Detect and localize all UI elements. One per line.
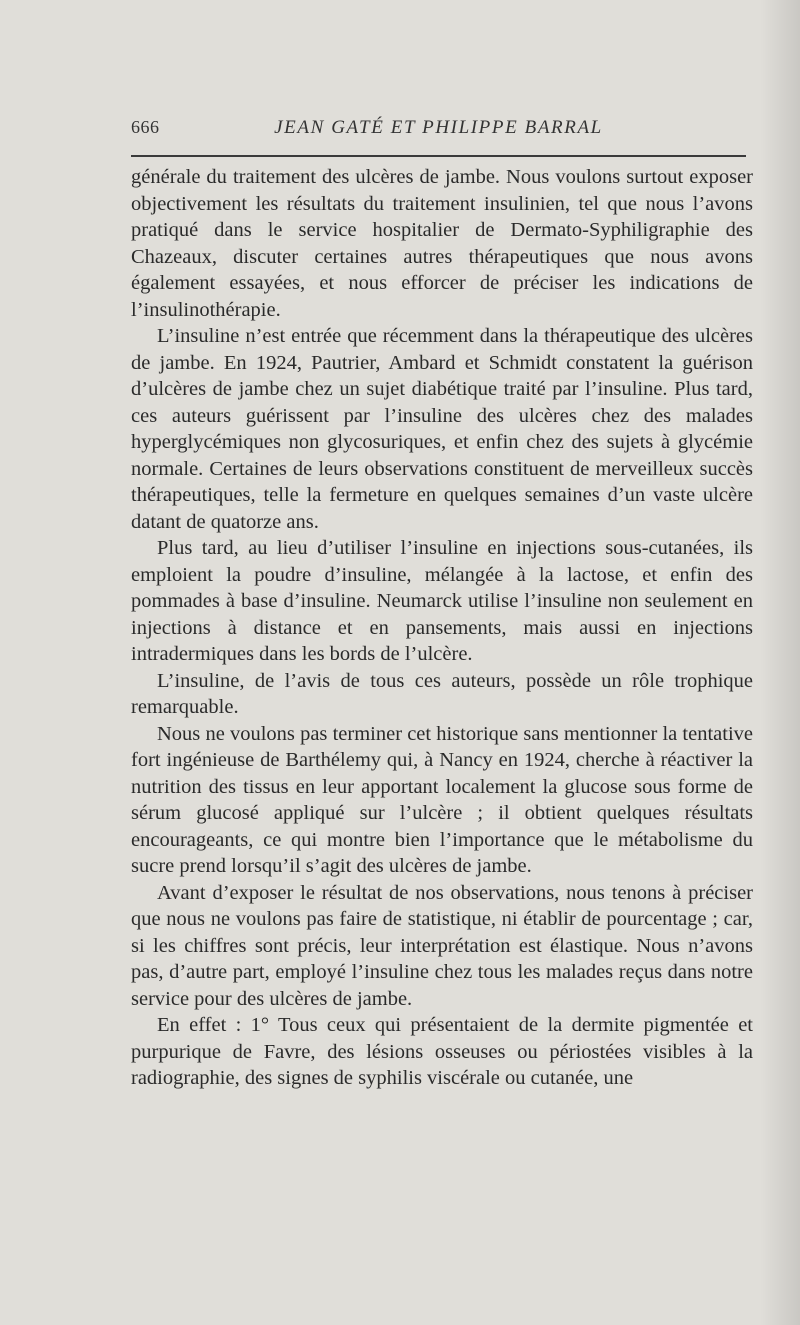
header-rule: [131, 155, 746, 157]
paragraph-barthelemy: Nous ne voulons pas terminer cet historique sans mentionner la tentative fort ingénieuse de Barthélemy qui, à Nancy en 1924, cherche à réactiver la nutrition des tissus en leur apportant localement la glucose sous forme de sérum glucosé appliqué sur l’ulcère ; il obtient quelques résultats encourageants, ce qui montre bien l’importance que le métabolisme du sucre prend lorsqu’il s’agit des ulcères de jambe.: [131, 722, 753, 877]
running-head: JEAN GATÉ ET PHILIPPE BARRAL: [274, 117, 603, 138]
page-number: 666: [131, 117, 160, 137]
paragraph-trophic-role: L’insuline, de l’avis de tous ces auteurs, possède un rôle trophique remarquable.: [131, 669, 753, 718]
paragraph-insulin-powder: Plus tard, au lieu d’utiliser l’insuline en injections sous-cutanées, ils emploient la poudre d’insuline, mélangée à la lactose, et enfin des pommades à base d’insuline. Neumarck utilise l’insuline non seulement en injections à distance et en pansements, mais aussi en injections intradermiques dans les bords de l’ulcère.: [131, 537, 753, 665]
page-header: [131, 117, 746, 157]
body-text: [131, 164, 753, 1092]
paragraph-insulin-history: L’insuline n’est entrée que récemment dans la thérapeutique des ulcères de jambe. En 1924, Pautrier, Ambard et Schmidt constatent la guérison d’ulcères de jambe chez un sujet diabétique traité par l’insuline. Plus tard, ces auteurs guérissent par l’insuline des ulcères chez des malades hyperglycémiques non glycosuriques, et enfin chez des sujets à glycémie normale. Certaines de leurs observations constituent de merveilleux succès thérapeutiques, telle la fermeture en quelques semaines d’un vaste ulcère datant de quatorze ans.: [131, 325, 753, 533]
paragraph-en-effet: En effet : 1° Tous ceux qui présentaient de la dermite pigmentée et purpurique de Favre, des lésions osseuses ou périostées visibles à la radiographie, des signes de syphilis viscérale ou cutanée, une: [131, 1014, 753, 1089]
paragraph-observations: Avant d’exposer le résultat de nos observations, nous tenons à préciser que nous ne voulons pas faire de statistique, ni établir de pourcentage ; car, si les chiffres sont précis, leur interprétation est élastique. Nous n’avons pas, d’autre part, employé l’insuline chez tous les malades reçus dans notre service pour des ulcères de jambe.: [131, 881, 753, 1010]
paragraph-continuation: générale du traitement des ulcères de jambe. Nous voulons surtout exposer objectivement les résultats du traitement insulinien, tel que nous l’avons pratiqué dans le service hospitalier de Dermato-Syphiligraphie des Chazeaux, discuter certaines autres thérapeutiques que nous avons également essayées, et nous efforcer de préciser les indications de l’insulinothérapie.: [131, 166, 753, 321]
